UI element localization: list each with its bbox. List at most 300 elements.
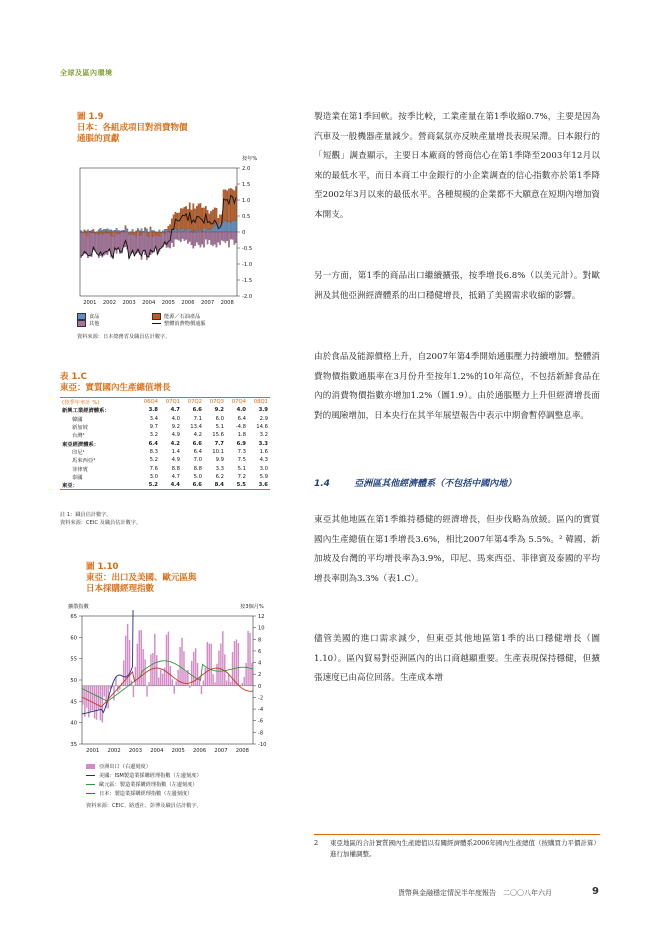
bar-energy xyxy=(232,189,233,221)
table-header-cell: 07Q3 xyxy=(209,399,224,406)
table-cell: 4.0 xyxy=(171,415,180,422)
table-header-cell: 06Q4 xyxy=(143,399,158,406)
bar-energy xyxy=(109,232,110,234)
bar-asia-exports xyxy=(140,630,141,686)
bar-asia-exports xyxy=(222,631,223,686)
bar-food xyxy=(194,231,195,232)
bar-asia-exports xyxy=(209,643,210,685)
bar-food xyxy=(153,230,154,232)
table-cell: 3.2 xyxy=(149,432,158,439)
y-tick-label: -2.0 xyxy=(242,294,253,300)
table-cell: 3.3 xyxy=(215,465,224,472)
y-tick-label-left: 60 xyxy=(70,635,77,642)
bar-food xyxy=(212,228,213,232)
bar-food xyxy=(159,230,160,232)
bar-energy xyxy=(125,226,126,229)
figure-1-9-legend xyxy=(77,313,277,327)
bar-energy xyxy=(168,226,169,231)
table-cell: 6.4 xyxy=(148,440,158,447)
figure-1-10-source: 資料來源：CEIC、路透社、彭博及職員估計數字。 xyxy=(86,803,202,809)
legend-label: 亞洲出口（右邊刻度） xyxy=(99,764,151,770)
x-tick-label: 2001 xyxy=(86,748,100,754)
legend-swatch-cpi xyxy=(152,323,161,325)
bar-food xyxy=(150,229,151,232)
bar-others xyxy=(207,232,208,244)
figure-title-line: 日本：各組成項目對消費物價 xyxy=(77,123,188,133)
table-cell: -4.8 xyxy=(235,424,246,431)
figure-1-9-title xyxy=(77,112,188,145)
bar-energy xyxy=(82,232,83,233)
y-tick-label-right: 4 xyxy=(258,660,262,667)
bar-food xyxy=(134,232,135,233)
bar-asia-exports xyxy=(96,686,97,720)
bar-food xyxy=(91,230,92,232)
bar-energy xyxy=(121,231,122,232)
bar-others xyxy=(235,232,236,243)
bar-others xyxy=(201,232,202,244)
y-tick-label: 2.0 xyxy=(242,166,251,172)
y-tick-label-right: 12 xyxy=(258,614,265,620)
table-row xyxy=(60,439,270,447)
legend-swatch-us xyxy=(86,775,95,777)
bar-energy xyxy=(137,228,138,230)
bar-others xyxy=(216,232,217,247)
bar-food xyxy=(87,230,88,232)
table-header-cell: (按季年率計 %) xyxy=(62,400,100,407)
x-tick-label: 2001 xyxy=(83,300,97,306)
bar-energy xyxy=(146,232,147,235)
bar-others xyxy=(143,232,144,251)
bar-asia-exports xyxy=(129,640,130,686)
y-tick-label-left: 40 xyxy=(70,720,77,727)
bar-energy xyxy=(139,232,140,236)
bar-others xyxy=(82,233,83,255)
table-cell: 4.2 xyxy=(170,440,180,447)
bar-energy xyxy=(152,232,153,236)
bar-energy xyxy=(116,232,117,234)
row-label: 韓國 xyxy=(72,416,83,423)
bar-energy xyxy=(86,232,87,235)
table-cell: 8.3 xyxy=(149,448,158,455)
bar-energy xyxy=(100,232,101,233)
legend-item xyxy=(86,780,202,789)
table-cell: 8.8 xyxy=(171,465,180,472)
bar-asia-exports xyxy=(168,632,169,686)
bar-food xyxy=(200,230,201,232)
bar-energy xyxy=(130,232,131,234)
bar-energy xyxy=(164,232,165,234)
table-cell: 3.0 xyxy=(149,473,158,480)
bar-asia-exports xyxy=(216,664,217,686)
row-label: 台灣¹ xyxy=(72,433,85,440)
table-title: 東亞：實質國內生產總值增長 xyxy=(60,383,171,393)
table-cell: 4.7 xyxy=(171,473,180,480)
table-row xyxy=(60,431,270,439)
bar-asia-exports xyxy=(166,635,167,686)
legend-item xyxy=(77,313,99,320)
bar-energy xyxy=(128,233,129,235)
bar-asia-exports xyxy=(230,682,231,686)
legend-swatch-japan xyxy=(86,793,95,795)
x-tick-label: 2005 xyxy=(161,300,175,306)
bar-asia-exports xyxy=(148,682,149,686)
table-header-cell: 08Q1 xyxy=(253,399,268,406)
bar-asia-exports xyxy=(197,663,198,686)
legend-swatch-others xyxy=(77,320,86,327)
table-cell: 6.9 xyxy=(236,440,246,447)
legend-item xyxy=(152,313,200,320)
paragraph: 由於食品及能源價格上升，自2007年第4季開始通脹壓力持續增加。整體消費物價指數通脹率在3月份升至按年1.2%的10年高位，不包括新鮮食品在內的消費物價指數亦增加1.2%（圖1.9）。由於通脹壓力上升但經濟增長面對的風險增加，日本央行在其半年展望報告中表示中期會暫停調整息率。 xyxy=(314,352,600,421)
x-tick-label: 2002 xyxy=(107,748,121,754)
bar-asia-exports xyxy=(158,678,159,686)
table-cell: 2.9 xyxy=(259,415,268,422)
table-cell: 5.2 xyxy=(149,457,158,464)
bar-asia-exports xyxy=(162,674,163,686)
table-cell: 4.2 xyxy=(193,432,202,439)
legend-item xyxy=(86,771,202,780)
legend-label: 食品 xyxy=(89,314,100,320)
y-tick-label-left: 50 xyxy=(70,678,77,684)
bar-food xyxy=(184,230,185,232)
table-cell: 14.6 xyxy=(256,424,268,431)
bar-food xyxy=(80,230,81,232)
row-label: 新加坡 xyxy=(72,425,88,432)
bar-asia-exports xyxy=(212,674,213,686)
bar-others xyxy=(86,235,87,255)
y-tick-label-right: 6 xyxy=(258,648,262,655)
bar-asia-exports xyxy=(160,670,161,686)
bar-energy xyxy=(219,215,220,222)
bar-others xyxy=(185,232,186,240)
bar-food xyxy=(223,222,224,232)
x-tick-label: 2008 xyxy=(235,748,249,754)
table-row xyxy=(60,448,270,456)
bar-energy xyxy=(118,232,119,233)
table-cell: 7.7 xyxy=(214,440,224,447)
y-tick-label: -1.5 xyxy=(242,278,253,284)
bar-food xyxy=(180,228,181,232)
bar-energy xyxy=(200,203,201,230)
bar-food xyxy=(198,231,199,232)
bar-asia-exports xyxy=(94,686,95,719)
table-cell: 6.4 xyxy=(193,448,202,455)
bar-food xyxy=(135,231,136,232)
y-tick-label: 0.5 xyxy=(242,214,251,220)
figure-title-line: 東亞：出口及美國、歐元區與 xyxy=(86,573,197,583)
bar-others xyxy=(176,232,177,239)
bar-energy xyxy=(178,213,179,231)
bar-asia-exports xyxy=(226,681,227,686)
table-cell: 6.2 xyxy=(215,473,224,480)
table-header-row xyxy=(60,398,270,406)
bar-food xyxy=(162,232,163,233)
bar-asia-exports xyxy=(214,682,215,685)
table-cell: 15.6 xyxy=(212,432,224,439)
bar-energy xyxy=(123,230,124,231)
row-label: 印尼¹ xyxy=(72,449,85,456)
bar-food xyxy=(137,231,138,232)
bar-others xyxy=(221,232,222,240)
legend-label: 美國：ISM製造業採購經理指數（左邊刻度） xyxy=(99,773,202,779)
section-number: 1.4 xyxy=(314,479,330,489)
bar-asia-exports xyxy=(199,678,200,686)
bar-food xyxy=(168,231,169,232)
y-tick-label-right: 8 xyxy=(258,637,262,644)
row-label: 東亞經濟體系： xyxy=(62,441,100,448)
bar-others xyxy=(116,234,117,253)
bar-asia-exports xyxy=(183,651,184,686)
table-cell: 3.6 xyxy=(258,482,268,489)
bar-asia-exports xyxy=(92,686,93,711)
legend-swatch-food xyxy=(77,313,86,320)
table-cell: 9.2 xyxy=(171,424,180,431)
y-tick-label-left: 45 xyxy=(70,699,77,706)
bar-asia-exports xyxy=(203,680,204,685)
table-source: 資料來源：CEIC 及職員估計數字。 xyxy=(60,520,142,526)
bar-others xyxy=(189,232,190,242)
bar-food xyxy=(152,230,153,232)
paragraph: 儘管美國的進口需求減少，但東亞其他地區第1季的出口穩健增長（圖1.10）。區內貿易對亞洲區內的出口商越顯重要。生產表現保持穩健，但擴張速度已由高位回落。生產成本增 xyxy=(314,634,600,683)
legend-swatch-energy xyxy=(152,313,161,320)
table-note: 註 1：職員估計數字。 xyxy=(60,512,112,518)
table-cell: 7.6 xyxy=(149,465,158,472)
footnote-text: 東亞地區的合計實質國內生產總值以有關經濟體系2006年國內生產總值（按購買力平價計算）進行加權調整。 xyxy=(330,839,597,858)
figure-title-line: 通脹的貢獻 xyxy=(77,134,120,144)
bar-energy xyxy=(93,229,94,232)
bar-energy xyxy=(182,209,183,229)
figure-label: 圖 1.9 xyxy=(77,112,104,122)
bar-asia-exports xyxy=(175,681,176,686)
bar-asia-exports xyxy=(100,686,101,721)
bar-energy xyxy=(132,232,133,235)
y-tick-label-left: 35 xyxy=(70,742,77,748)
table-cell: 3.3 xyxy=(258,440,268,447)
bar-energy xyxy=(114,230,115,231)
table-cell: 4.9 xyxy=(171,432,180,439)
y-tick-label-right: 10 xyxy=(258,625,265,632)
bar-food xyxy=(110,230,111,232)
bar-energy xyxy=(155,232,156,234)
bar-food xyxy=(203,229,204,232)
bar-food xyxy=(146,229,147,232)
figure-title-line: 日本採購經理指數 xyxy=(86,584,155,594)
footnote-rule xyxy=(314,834,600,835)
figure-label: 圖 1.10 xyxy=(86,562,119,572)
table-cell: 9.7 xyxy=(149,424,158,431)
bar-food xyxy=(193,232,194,233)
table-row xyxy=(60,406,270,414)
bar-energy xyxy=(169,224,170,232)
table-header-cell: 07Q4 xyxy=(231,399,246,406)
bar-asia-exports xyxy=(104,686,105,697)
bar-others xyxy=(198,232,199,245)
bar-energy xyxy=(141,232,142,235)
right-axis-unit: 按3個月% xyxy=(240,604,264,610)
row-label: 新興工業經濟體系： xyxy=(62,408,110,415)
y-tick-label-right: 2 xyxy=(258,672,262,679)
bar-food xyxy=(102,230,103,232)
bar-food xyxy=(144,230,145,232)
bar-food xyxy=(185,229,186,232)
bar-energy xyxy=(225,190,226,221)
table-1-c-title xyxy=(60,372,171,394)
table-label: 表 1.C xyxy=(60,372,87,382)
legend-item xyxy=(77,320,99,327)
legend-item xyxy=(86,762,202,771)
bar-food xyxy=(235,220,236,232)
figure-1-10-title xyxy=(86,562,197,595)
bar-food xyxy=(189,228,190,232)
bar-others xyxy=(196,232,197,242)
bar-others xyxy=(193,233,194,249)
table-header-cell: 07Q2 xyxy=(187,399,202,406)
bar-asia-exports xyxy=(205,668,206,686)
bar-food xyxy=(118,230,119,232)
table-cell: 6.6 xyxy=(192,440,202,447)
bar-others xyxy=(200,232,201,247)
bar-asia-exports xyxy=(135,667,136,686)
bar-food xyxy=(119,231,120,232)
bar-others xyxy=(118,233,119,249)
bar-others xyxy=(134,235,135,256)
y-tick-label-right: -6 xyxy=(258,718,264,725)
bar-others xyxy=(168,232,169,247)
bar-asia-exports xyxy=(234,641,235,686)
bar-asia-exports xyxy=(189,686,190,688)
row-label: 東亞： xyxy=(62,483,78,490)
table-cell: 7.0 xyxy=(193,457,202,464)
y-tick-label: -0.5 xyxy=(242,246,253,252)
bar-asia-exports xyxy=(177,670,178,686)
bar-others xyxy=(218,232,219,242)
x-tick-label: 2007 xyxy=(214,748,228,754)
bar-others xyxy=(194,232,195,246)
bar-asia-exports xyxy=(146,686,147,697)
bar-energy xyxy=(218,218,219,226)
bar-asia-exports xyxy=(90,686,91,712)
table-cell: 4.9 xyxy=(171,457,180,464)
bar-others xyxy=(219,232,220,245)
bar-energy xyxy=(226,191,227,222)
bar-food xyxy=(201,231,202,232)
table-cell: 3.4 xyxy=(149,415,158,422)
section-tag: 全球及區內環境 xyxy=(60,69,113,77)
table-cell: 5.1 xyxy=(215,424,224,431)
bar-energy xyxy=(134,233,135,235)
bar-energy xyxy=(157,232,158,235)
bar-energy xyxy=(98,232,99,235)
bar-energy xyxy=(150,227,151,229)
bar-food xyxy=(175,228,176,232)
bar-asia-exports xyxy=(228,675,229,686)
row-label: 菲律賓 xyxy=(72,466,88,473)
bar-food xyxy=(100,228,101,232)
bar-food xyxy=(128,232,129,233)
bar-others xyxy=(210,232,211,245)
figure-1-10-legend xyxy=(86,762,202,798)
bar-others xyxy=(80,232,81,257)
bar-food xyxy=(196,229,197,232)
bar-asia-exports xyxy=(245,663,246,686)
footer-text: 貨幣與金融穩定情況半年度報告 二〇〇八年六月 xyxy=(398,889,552,897)
bar-energy xyxy=(162,231,163,232)
bar-food xyxy=(178,231,179,232)
bar-food xyxy=(103,229,104,232)
bar-asia-exports xyxy=(172,679,173,685)
bar-others xyxy=(191,232,192,245)
bar-energy xyxy=(148,232,149,237)
bar-asia-exports xyxy=(152,653,153,686)
table-cell: 1.8 xyxy=(237,432,246,439)
bar-food xyxy=(141,228,142,232)
legend-label: 歐元區：製造業採購經理指數（左邊刻度） xyxy=(99,782,198,788)
bar-asia-exports xyxy=(86,686,87,708)
left-axis-unit: 擴散指數 xyxy=(68,604,89,610)
page-number: 9 xyxy=(592,886,599,897)
bar-asia-exports xyxy=(201,686,202,694)
bar-energy xyxy=(214,208,215,225)
bar-food xyxy=(114,231,115,232)
bar-asia-exports xyxy=(125,636,126,686)
bar-energy xyxy=(143,231,144,232)
bar-others xyxy=(234,232,235,245)
bar-asia-exports xyxy=(170,666,171,686)
bar-asia-exports xyxy=(224,654,225,685)
y-tick-label: 1.0 xyxy=(242,198,251,204)
bar-energy xyxy=(212,210,213,228)
bar-energy xyxy=(210,211,211,229)
bar-others xyxy=(130,234,131,255)
y-tick-label-left: 65 xyxy=(70,614,77,620)
paragraph: 製造業在第1季回軟。按季比較，工業產量在第1季收縮0.7%，主要是因為汽車及一般機器產量減少。營商氣氛亦反映產量增長表現呆滯。日本銀行的「短觀」調查顯示，主要日本廠商的營商信心在第1季降至2003年12月以來的最低水平，而日本商工中金銀行的小企業調查的信心指數亦於第1季降至2002年3月以來的最低水平。各種規模的企業都不大願意在短期內增加資本開支。 xyxy=(314,112,600,220)
x-tick-label: 2006 xyxy=(192,748,207,754)
x-tick-label: 2007 xyxy=(200,300,215,306)
bar-others xyxy=(205,232,206,239)
bar-food xyxy=(225,221,226,232)
bar-others xyxy=(203,232,204,247)
table-cell: 5.0 xyxy=(193,473,202,480)
bar-asia-exports xyxy=(238,643,239,686)
bar-food xyxy=(207,230,208,232)
bar-others xyxy=(94,233,95,250)
bar-energy xyxy=(105,229,106,232)
table-cell: 7.5 xyxy=(237,457,246,464)
table-cell: 4.0 xyxy=(236,407,246,414)
x-tick-label: 2006 xyxy=(181,300,195,306)
bar-energy xyxy=(184,207,185,230)
bar-others xyxy=(184,232,185,241)
table-cell: 4.3 xyxy=(259,457,268,464)
bar-asia-exports xyxy=(102,686,103,723)
y-tick-label: 0 xyxy=(242,230,246,236)
table-row xyxy=(60,456,270,464)
table-row xyxy=(60,464,270,472)
bar-others xyxy=(228,232,229,247)
bar-others xyxy=(226,232,227,241)
paragraph: 東亞其他地區在第1季維持穩健的經濟增長，但步伐略為放緩。區內的實質國內生產總值在第1季增長3.6%，相比2007年第4季為 5.5%。² 韓國、新加坡及台灣的平均增長率為3.9%，印尼、馬來西亞、菲律賓及泰國的平均增長率則為3.3%（表1.C）。 xyxy=(314,515,600,584)
bar-others xyxy=(225,232,226,243)
bar-asia-exports xyxy=(154,634,155,686)
bar-energy xyxy=(96,232,97,233)
table-cell: 8.4 xyxy=(214,482,224,489)
bar-food xyxy=(226,222,227,232)
table-cell: 6.4 xyxy=(237,415,246,422)
bar-others xyxy=(84,232,85,253)
bar-others xyxy=(209,232,210,240)
bar-asia-exports xyxy=(207,642,208,686)
y-tick-label-right: -8 xyxy=(258,730,264,737)
bar-food xyxy=(98,230,99,232)
